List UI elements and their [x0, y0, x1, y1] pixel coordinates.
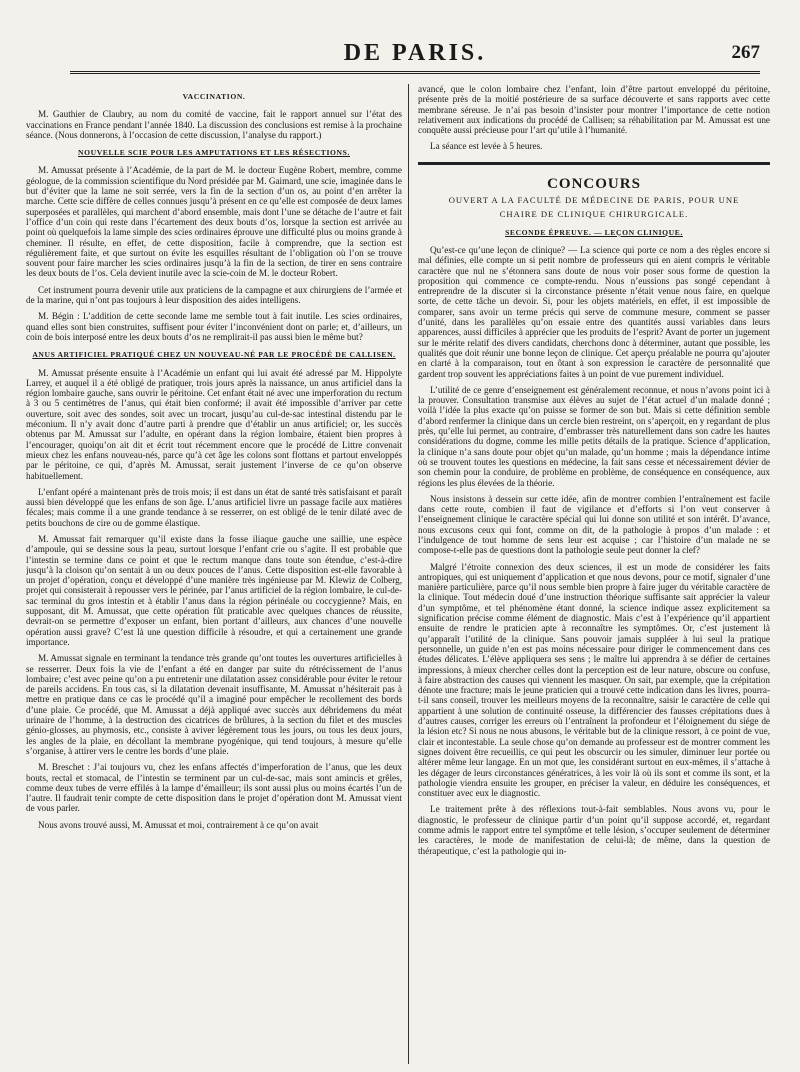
- section-heading-anus: ANUS ARTIFICIEL PRATIQUÉ CHEZ UN NOUVEAU-NÉ PAR LE PROCÉDÉ DE CALLISEN.: [32, 350, 396, 360]
- running-title: DE PARIS.: [343, 40, 487, 66]
- left-column: [26, 84, 402, 1064]
- section-heading-vaccination: VACCINATION.: [182, 92, 246, 101]
- paragraph: M. Amussat fait remarquer qu’il existe dans la fosse iliaque gauche une saillie, une espèce d’ampoule, qui se dessine sous la peau, surtout lorsque l’enfant crie ou s’agite. Il est probable que l’intestin se termine dans ce point et que le rectum manque dans toute son étendue, c’est-à-dire jusqu’à la cloison qu’on sentait à un ou deux pouces de l’anus. Cette disposition est-elle favorable à un projet d’opération, conçu et développé d’une manière très ingénieuse par M. Klewiz de Colberg, projet qui consisterait à repousser vers le périnée, par l’anus artificiel de la région lombaire, le cul-de-sac terminal du gros intestin et à établir l’anus dans la région périnéale ou coccygienne? Mais, en supposant, dit M. Amussat, que cette opération fût praticable avec quelques chances de réussite, devrait-on se permettre d’exposer un enfant, bien portant d’ailleurs, aux chances d’une nouvelle opération aussi grave? C’est là une question difficile à résoudre, et qui a certainement une grande importance.: [26, 533, 402, 647]
- page-header: [70, 40, 760, 74]
- page-number: 267: [731, 42, 760, 63]
- paragraph: L’enfant opéré a maintenant près de trois mois; il est dans un état de santé très satisfaisant et paraît aussi bien développé que les enfans de son âge. L’anus artificiel livre un passage facile aux matières fécales; mais comme il a une grande tendance à se resserrer, on est obligé de le tenir dilaté avec de petits bouchons de cire ou de gomme élastique.: [26, 486, 402, 528]
- paragraph: Cet instrument pourra devenir utile aux praticiens de la campagne et aux chirurgiens de l’armée et de la marine, qui n’ont pas toujours à leur disposition des aides intelligens.: [26, 284, 402, 306]
- paragraph: M. Bégin : L’addition de cette seconde lame me semble tout à fait inutile. Les scies ordinaires, quand elles sont bien construites, suffisent pour éviter l’inconvénient dont on parle; et, d’ailleurs, un coin de bois interposé entre les deux bouts d’os ne remplirait-il pas aussi bien le même but?: [26, 311, 402, 342]
- paragraph: L’utilité de ce genre d’enseignement est généralement reconnue, et nous n’avons point ici à la prouver. Consultation transmise aux élèves au sujet de l’état actuel d’un malade donné ; voilà l’idée la plus exacte qu’on puisse se former de son but. Mais si cette définition semble d’abord renfermer la clinique dans un cercle bien restreint, on s’aperçoit, en y regardant de plus près, qu’elle lui permet, au contraire, d’embrasser très naturellement dans son cadre les hautes considérations du dogme, comme les mille petits détails de la pratique. Science d’application, la clinique n’a sans doute pour objet qu’un malade, qu’un homme ; mais la dépendance intime où se trouvent toutes les questions en médecine, la fait sans cesse et nécessairement dévier de son chemin pour la conduire, de problème en problème, de conséquence en conséquence, aux régions les plus élevées de la théorie.: [418, 384, 770, 488]
- concours-subtitle-line2: CHAIRE DE CLINIQUE CHIRURGICALE.: [499, 209, 689, 220]
- paragraph: M. Breschet : J’ai toujours vu, chez les enfans affectés d’imperforation de l’anus, que les deux bouts, rectal et stomacal, de l’intestin se terminent par un cul-de-sac, mais sont amincis et grêles, comme deux tubes de verre effilés à la lampe d’émailleur; ils sont aussi plus ou moins écartés l’un de l’autre. Il faudrait tenir compte de cette disposition dans le projet d’opération dont M. Amussat vient de vous parler.: [26, 762, 402, 814]
- paragraph: Nous insistons à dessein sur cette idée, afin de montrer combien l’entraînement est facile dans cette route, combien il faut de vigilance et d’efforts si l’on veut conserver à l’enseignement clinique le caractère spécial qui lui donne son utilité et son intérêt. D’avance, nous excusons ceux qui font, comme on dit, de la pathologie à propos d’un malade : et l’indulgence de tout homme de sens leur est acquise ; car l’histoire d’un malade ne se compose-t-elle pas de questions dont la pathologie seule peut donner la clef?: [418, 493, 770, 556]
- paragraph: Le traitement prête à des réflexions tout-à-fait semblables. Nous avons vu, pour le diagnostic, le professeur de clinique partir d’un point qu’il suppose accordé, et, regardant comme admis le rapport entre tel symptôme et telle lésion, s’occuper seulement de déterminer les caractères, le mode de manifestation de celui-là; de même, dans la question de thérapeutique, c’est la pathologie qui in-: [418, 804, 770, 856]
- paragraph: Malgré l’étroite connexion des deux sciences, il est un mode de considérer les faits antropiques, qui est uniquement d’application et que nous devons, pour ce motif, signaler d’une manière particulière, parce qu’il nous semble bien propre à faire juger du véritable caractère de la clinique. Tout médecin doué d’une instruction théorique suffisante sait apprécier la valeur d’un symptôme, et tel phénomène étant donné, la science indique assez explicitement sa signification précise comme élément de diagnostic. Mais c’est à l’expérience qu’il appartient ensuite de rendre le praticien apte à reconnaître les symptômes. Or, c’est justement là qu’apparaît l’utilité de la clinique. Sans pouvoir jamais suppléer à lui seul la pratique personnelle, un guide n’en est pas moins nécessaire pour diriger le commencement dans ces études délicates. L’élève appliquera ses sens ; le maître lui apprendra à se défier de certaines impressions, à mieux chercher celles dont la perception est de leur nature, obscure ou confuse, à faire abstraction des causes qui viennent les masquer. On sait, par exemple, que la crépitation dénote une fracture; mais le jeune praticien qui a trouvé cette indication dans les livres, pourra-t-il sans conseil, trouver les meilleurs moyens de la reconnaître, saisir le caractère de celle qui appartient à une solution de continuité osseuse, la différencier des fausses crépitations dues à d’autres causes, corriger les erreurs où l’entraînent la profondeur et l’éloignement du siége de la lésion etc? Si nous ne nous abusons, le véritable but de la clinique ressort, à ce point de vue, clair et incontestable. La seule chose qu’on demande au professeur est de montrer comment les signes doivent être recueillis, ce qui peut les obscurcir ou les simuler, diminuer leur portée ou altérer même leur langage. En un mot que, les considérant surtout en eux-mêmes, il s’attache à les dégager de leurs circonstances génératrices, à les voir là où ils sont et comme ils sont, et la pathologie viendra ensuite les grouper, en préciser la valeur, en déduire les conséquences, et constituer avec eux le diagnostic.: [418, 561, 770, 799]
- paragraph: Qu’est-ce qu’une leçon de clinique? — La science qui porte ce nom a des règles encore si mal définies, elle compte un si petit nombre de professeurs qui en aient compris le véritable caractère que nul ne s’étonnera sans doute de nous voir poser sous forme de question la proposition qui commence ce compte-rendu. Nous n’eussions pas songé cependant à entreprendre de la discuter si la circonstance présente n’était venue nous faire, en quelque sorte, de cette tâche un devoir. Si, pour les objets matériels, en effet, il est impossible de comparer, sans avoir un terme précis qui serve de commune mesure, comment se passer d’unité, dans les parallèles qu’on essaie entre des quantités aussi variables dans leurs apparences, aussi difficiles à apprécier que les produits de l’esprit? Avant de porter un jugement sur le mérite relatif des divers candidats, cherchons donc à déterminer, autant que possible, les qualités que doit réunir une bonne leçon de clinique. Cet aperçu préalable ne pourra qu’ajouter en clarté à la comparaison, tout en ôtant à son expression le caractère de personnalité que gardent trop souvent les appréciations faites à un point de vue purement individuel.: [418, 244, 770, 379]
- header-rule: [70, 71, 760, 74]
- epreuve-heading: SECONDE ÉPREUVE. — LEÇON CLINIQUE.: [505, 227, 683, 237]
- paragraph: M. Amussat présente ensuite à l’Académie un enfant qui lui avait été adressé par M. Hippolyte Larrey, et auquel il a été obligé de pratiquer, trois jours après la naissance, un anus artificiel dans la région lombaire gauche, sans ouvrir le péritoine. Cet enfant était né avec une imperforation du rectum à 3 ou 5 centimètres de l’anus, qui était bien conformé; il avait été impossible d’arriver par cette ouverture, soit avec des sondes, soit avec un trocart, jusqu’au cul-de-sac intestinal distendu par le méconium. Il n’y avait donc d’autre parti à prendre que d’établir un anus artificiel; or, les succès obtenus par M. Amussat sur l’adulte, en opérant dans la région lombaire, étaient bien propres à l’encourager, quoiqu’on ait dit et écrit tout récemment encore que le procédé de Littre convenait mieux chez les enfans nouveau-nés, parce qu’à cet âge les colons sont flottans et partout enveloppés par le péritoine, ce qui, d’après M. Amussat, serait justement l’inverse de ce qu’on observe habituellement.: [26, 367, 402, 481]
- paragraph-continuation: avancé, que le colon lombaire chez l’enfant, loin d’être partout enveloppé du péritoine, présente près de la moitié postérieure de sa surface découverte et sans rapports avec cette membrane séreuse. Je n’ai pas besoin d’insister pour montrer l’importance de cette notion relativement aux indications du procédé de Callisen; sa réhabilitation par M. Amussat est une conquête aussi précieuse pour l’art qu’utile à l’humanité.: [418, 84, 770, 136]
- paragraph: Nous avons trouvé aussi, M. Amussat et moi, contrairement à ce qu’on avait: [38, 819, 319, 830]
- column-divider: [408, 84, 409, 1064]
- concours-title: CONCOURS: [547, 175, 641, 192]
- paragraph: M. Amussat signale en terminant la tendance très grande qu’ont toutes les ouvertures artificielles à se resserrer. Deux fois la vie de l’enfant a été en danger par suite du rétrécissement de l’anus lombaire; c’est avec peine qu’on a pu entretenir une dilatation assez considérable pour éviter le retour de pareils accidens. En tous cas, si la dilatation devenait insuffisante, M. Amussat n’hésiterait pas à mettre en pratique dans ce cas le procédé qu’il a imaginé pour empêcher le recollement des bords d’une plaie. Ce procédé, que M. Amussat a déjà appliqué avec succès aux débridemens du méat urinaire de l’homme, à la destruction des cicatrices de brûlures, à la section du filet et des muscles génio-glosses, au phymosis, etc., consiste à aviver légèrement tous les jours, ou tous les deux jours, les angles de la plaie, en décollant la membrane pyogénique, qui tend toujours, à mesure qu’elle s’organise, à attirer vers le centre les bords d’une plaie.: [26, 653, 402, 756]
- seance-closing: La séance est levée à 5 heures.: [430, 141, 543, 152]
- concours-section: [418, 162, 770, 856]
- paragraph: M. Amussat présente à l’Académie, de la part de M. le docteur Eugène Robert, membre, comme géologue, de la commission scientifique du Nord présidée par M. Gaimard, une scie, imaginée dans le but d’éviter que la lame ne soit serrée, vers la fin de la section d’un os, au point d’en arrêter la marche. Cette scie diffère de celles connues jusqu’à présent en ce qu’elle est composée de deux lames superposées et parallèles, qui marchent d’abord ensemble, mais dont l’une se détache de l’autre et fait l’office d’un coin qui reste dans l’écartement des deux bouts d’os, lorsque la section est arrivée au point où quelquefois la lame simple des scies ordinaires éprouve une difficulté plus ou moins grande à cheminer. Il résulte, en effet, de cette disposition, facile à comprendre, que la section est régulièrement faite, et que surtout on évite les esquilles résultant de l’obligation où l’on se trouve souvent pour faire marcher les scies ordinaires jusqu’à la fin de la section, de tirer en sens contraire les deux bouts de l’os. Cela devient inutile avec la scie-coin de M. le docteur Robert.: [26, 165, 402, 279]
- section-heading-scie: NOUVELLE SCIE POUR LES AMPUTATIONS ET LES RÉSECTIONS.: [78, 148, 350, 158]
- right-column: [418, 84, 770, 1064]
- paragraph: M. Gauthier de Claubry, au nom du comité de vaccine, fait le rapport annuel sur l’état des vaccinations en France pendant l’année 1840. La discussion des conclusions est remise à la prochaine séance. (Nous donnerons, à l’occasion de cette discussion, l’analyse du rapport.): [26, 109, 402, 140]
- concours-subtitle-line1: OUVERT A LA FACULTÉ DE MÉDECINE DE PARIS, POUR UNE: [448, 195, 740, 206]
